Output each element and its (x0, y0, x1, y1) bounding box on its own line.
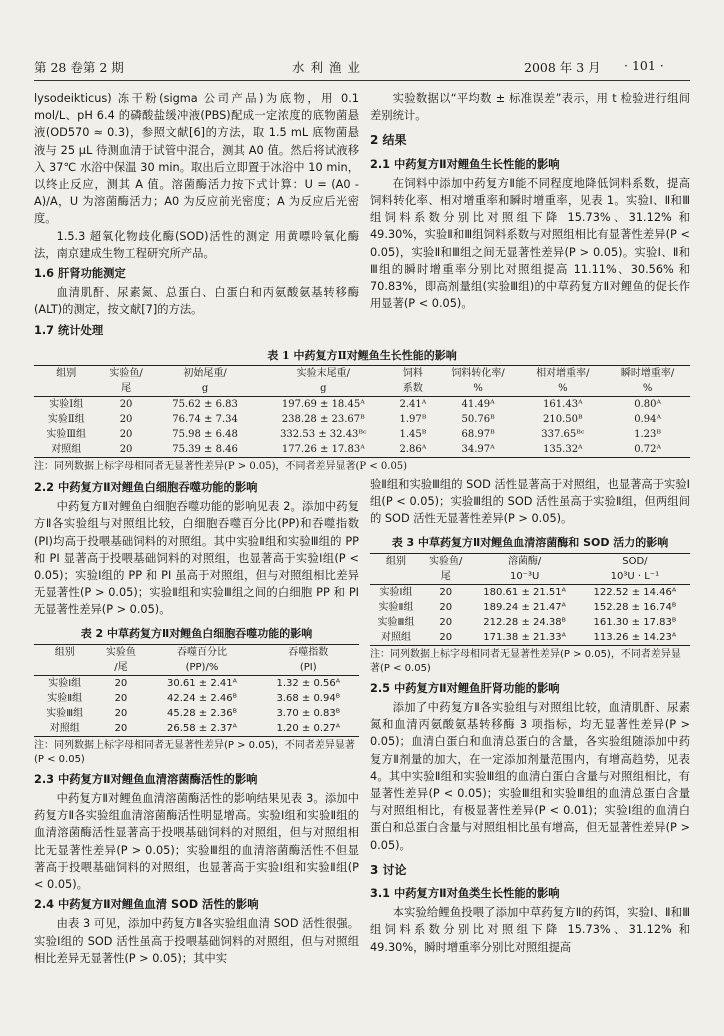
table-header: % (605, 381, 690, 397)
table-header: 实验鱼/ (422, 553, 470, 569)
table-cell: 161.43ᴬ (543, 399, 583, 410)
table-cell: 332.53 ± 32.43ᴮᶜ (280, 429, 367, 440)
table-header: 初始尾重/ (154, 366, 257, 382)
heading-1-6: 1.6 肝肾功能测定 (34, 267, 126, 281)
heading-2-5: 2.5 中药复方Ⅱ对鲤鱼肝肾功能的影响 (370, 681, 560, 695)
table-cell: 212.28 ± 24.38ᴮ (483, 616, 566, 628)
table-header: g (154, 381, 257, 397)
table-1-body (34, 397, 690, 458)
table-header: 瞬时增重率/ (605, 366, 690, 382)
table-cell: 42.24 ± 2.46ᴮ (166, 692, 237, 704)
table-row (34, 721, 359, 737)
table-cell: 75.98 ± 6.48 (172, 429, 238, 440)
heading-2-4: 2.4 中药复方Ⅱ对鲤鱼血清 SOD 活性的影响 (34, 898, 259, 912)
table-cell: 152.28 ± 16.74ᴮ (593, 601, 677, 613)
heading-3: 3 讨论 (370, 862, 407, 877)
table-header (34, 660, 95, 676)
table-cell: 238.28 ± 23.67ᴮ (281, 414, 365, 425)
left-column-top (34, 90, 359, 341)
table-1-caption: 表 1 中药复方Ⅱ对鲤鱼生长性能的影响 (267, 349, 457, 362)
table-cell: 75.62 ± 6.83 (172, 399, 238, 410)
table-cell: 177.26 ± 17.83ᴬ (257, 442, 391, 458)
table-2-body (34, 675, 359, 736)
table-cell: 1.45ᴮ (399, 429, 427, 440)
table-cell: 20 (114, 677, 128, 689)
table-row (34, 427, 690, 442)
table-header: 实验末尾重/ (257, 366, 391, 382)
table-cell: 20 (95, 721, 146, 737)
table-header: 吞噬指数 (257, 644, 359, 660)
table-header: 组别 (370, 553, 422, 569)
table-cell: 76.74 ± 7.34 (172, 414, 238, 425)
table-header: /尾 (95, 660, 146, 676)
table-row (34, 412, 690, 427)
table-header: % (520, 381, 605, 397)
table-3-body (370, 584, 690, 645)
table-cell: 45.28 ± 2.36ᴮ (166, 707, 237, 719)
table-2 (34, 644, 359, 737)
table-3 (370, 553, 690, 646)
section-1-5-3: 1.5.3 超氧化物歧化酶(SOD)活性的测定 用黄嘌呤氧化酶法，南京建成生物工程研究所产品。 (34, 229, 359, 260)
paragraph: 实验数据以“平均数 ± 标准误差”表示，用 t 检验进行组间差别统计。 (370, 92, 690, 123)
table-3-note: 注：同列数据上标字母相同者无显著性差异(P > 0.05)，不同者差异显著(P < 0.05) (370, 648, 681, 674)
table-cell: 20 (439, 601, 453, 613)
table-header: 饲料转化率/ (436, 366, 521, 382)
table-header: g (257, 381, 391, 397)
table-3-caption: 表 3 中草药复方Ⅱ对鲤鱼血清溶菌酶和 SOD 活力的影响 (391, 535, 669, 549)
table-cell: 1.23ᴮ (634, 429, 662, 440)
table-cell: 1.32 ± 0.56ᴬ (276, 677, 341, 689)
table-cell: 实验Ⅲ组 (46, 429, 87, 440)
table-cell: 20 (119, 414, 133, 425)
table-cell: 2.86ᴬ (390, 442, 436, 458)
table-cell: 20 (114, 707, 128, 719)
table-cell: 210.50ᴮ (543, 414, 583, 425)
paragraph: 验Ⅱ组和实验Ⅲ组的 SOD 活性显著高于对照组，也显著高于实验Ⅰ组(P < 0.05)；实验Ⅲ组的 SOD 活性虽高于实验Ⅱ组，但两组间的 SOD 活性无显著性差异(P > 0.05)。 (370, 478, 690, 526)
table-cell: 1.97ᴮ (399, 414, 427, 425)
table-cell: 20 (119, 399, 133, 410)
table-cell: 34.97ᴬ (436, 442, 521, 458)
heading-2: 2 结果 (370, 133, 407, 148)
table-cell: 30.61 ± 2.41ᴬ (167, 677, 237, 689)
header-rule (34, 80, 690, 81)
paragraph: 血清肌酐、尿素氮、总蛋白、白蛋白和丙氨酸氨基转移酶(ALT)的测定，按文献[7]的方法。 (34, 286, 359, 317)
table-row (34, 397, 690, 413)
table-cell: 171.38 ± 21.33ᴬ (470, 630, 580, 646)
table-row (370, 600, 690, 615)
table-cell: 135.32ᴬ (520, 442, 605, 458)
table-cell: 26.58 ± 2.37ᴬ (146, 721, 257, 737)
table-cell: 161.30 ± 17.83ᴮ (593, 616, 677, 628)
table-1-note: 注：同列数据上标字母相同者无显著性差异(P > 0.05)，不同者差异显著(P < 0.05) (34, 461, 408, 472)
table-cell: 3.70 ± 0.83ᴮ (276, 707, 341, 719)
table-cell: 实验Ⅱ组 (378, 601, 414, 613)
table-cell: 113.26 ± 14.23ᴬ (580, 630, 690, 646)
table-header: 饲料 (390, 366, 436, 382)
table-cell: 实验Ⅰ组 (379, 586, 413, 598)
table-cell: 实验Ⅱ组 (47, 692, 83, 704)
table-cell: 75.39 ± 8.46 (154, 442, 257, 458)
table-header (370, 569, 422, 585)
table-cell: 68.97ᴮ (461, 429, 495, 440)
table-cell: 3.68 ± 0.94ᴮ (276, 692, 341, 704)
table-header: 溶菌酶/ (470, 553, 580, 569)
paragraph: 添加了中药复方Ⅱ各实验组与对照组比较，血清肌酐、尿素氮和血清丙氨酸氨基转移酶 3 项指标，均无显著性差异(P > 0.05)；血清白蛋白和血清总蛋白的含量，各实验组随添加中药复方Ⅱ剂量的加大，在一定添加剂量范围内，有增高趋势，见表 4。其中实验Ⅱ组和实验Ⅲ组的血清白蛋白含量与对照组相比，有显著性差异(P < 0.05)；实验Ⅲ组和实验Ⅲ组的血清总蛋白含量与对照组相比，有极显著性差异(P < 0.01)；实验Ⅰ组的血清白蛋白和总蛋白含量与对照组相比虽有增高，但无显著性差异(P > 0.05)。 (370, 701, 690, 852)
paragraph: 本实验给鲤鱼投喂了添加中草药复方Ⅱ的药饵，实验Ⅰ、Ⅱ和Ⅲ组饲料系数分别比对照组下降 15.73%、31.12% 和 49.30%，瞬时增重率分别比对照组提高 (370, 906, 690, 954)
table-header: 相对增重率/ (520, 366, 605, 382)
table-cell: 实验Ⅰ组 (49, 399, 84, 410)
table-header: (PI) (257, 660, 359, 676)
table-2-note: 注：同列数据上标字母相同者无显著性差异(P > 0.05)，不同者差异显著(P < 0.05) (34, 739, 355, 765)
table-header: 组别 (34, 366, 98, 382)
table-cell: 实验Ⅲ组 (46, 707, 84, 719)
table-cell: 对照组 (34, 442, 98, 458)
table-header: 10³U · L⁻¹ (580, 569, 690, 585)
table-header: 组别 (34, 644, 95, 660)
table-cell: 0.80ᴬ (634, 399, 661, 410)
table-cell: 197.69 ± 18.45ᴬ (281, 399, 365, 410)
table-cell: 41.49ᴬ (461, 399, 495, 410)
table-cell: 20 (439, 616, 453, 628)
table-row (34, 442, 690, 458)
heading-2-1: 2.1 中药复方Ⅱ对鲤鱼生长性能的影响 (370, 157, 560, 171)
table-header: 实验鱼 (95, 644, 146, 660)
heading-1-7: 1.7 统计处理 (34, 323, 104, 337)
table-header: 10⁻³U (470, 569, 580, 585)
table-row (370, 630, 690, 646)
table-cell: 20 (439, 586, 453, 598)
table-row (34, 691, 359, 706)
table-cell: 180.61 ± 21.51ᴬ (483, 586, 566, 598)
journal-name: 水 利 渔 业 (292, 60, 361, 75)
table-cell: 20 (422, 630, 470, 646)
table-cell: 0.94ᴬ (634, 414, 661, 425)
issue-date: 2008 年 3 月 (524, 60, 601, 75)
heading-2-3: 2.3 中药复方Ⅱ对鲤鱼血清溶菌酶活性的影响 (34, 772, 258, 786)
table-row (34, 706, 359, 721)
table-cell: 2.41ᴬ (399, 399, 427, 410)
table-header (34, 381, 98, 397)
table-cell: 实验Ⅰ组 (48, 677, 82, 689)
table-header: % (436, 381, 521, 397)
table-row (34, 675, 359, 691)
table-header: (PP)/% (146, 660, 257, 676)
paragraph: 中药复方Ⅱ对鲤鱼血清溶菌酶活性的影响结果见表 3。添加中药复方Ⅱ各实验组血清溶菌酶活性明显增高。实验Ⅰ组和实验Ⅱ组的血清溶菌酶活性显著高于投喂基础饲料的对照组，但与对照组相比无显著性差异(P > 0.05)；实验Ⅲ组的血清溶菌酶活性不但显著高于投喂基础饲料的对照组，也显著高于实验Ⅰ组和实验Ⅱ组(P < 0.05)。 (34, 792, 359, 892)
table-1 (34, 365, 690, 458)
table-cell: 20 (114, 692, 128, 704)
table-2-caption: 表 2 中草药复方Ⅱ对鲤鱼白细胞吞噬功能的影响 (80, 626, 313, 640)
table-cell: 189.24 ± 21.47ᴬ (483, 601, 566, 613)
table-cell: 20 (98, 442, 153, 458)
table-row (370, 615, 690, 630)
table-row (370, 584, 690, 600)
table-1-block (34, 341, 690, 478)
table-cell: 20 (119, 429, 133, 440)
table-cell: 337.65ᴮᶜ (541, 429, 585, 440)
paragraph: 中药复方Ⅱ对鲤鱼白细胞吞噬功能的影响见表 2。添加中药复方Ⅱ各实验组与对照组比较，白细胞吞噬百分比(PP)和吞噬指数(PI)均高于投喂基础饲料的对照组。其中实验Ⅱ组和实验Ⅲ组的 PP 和 PI 显著高于投喂基础饲料的对照组，也显著高于实验Ⅰ组(P < 0.05)；实验Ⅰ组的 PP 和 PI 虽高于对照组，但与对照组相比差异无显著性(P > 0.05)；实验Ⅱ组和实验Ⅲ组之间的白细胞 PP 和 PI 无显著性差异(P > 0.05)。 (34, 500, 359, 617)
table-header: 吞噬百分比 (146, 644, 257, 660)
table-header: 尾 (422, 569, 470, 585)
table-cell: 122.52 ± 14.46ᴬ (593, 586, 677, 598)
table-cell: 对照组 (370, 630, 422, 646)
paragraph: 由表 3 可见，添加中药复方Ⅱ各实验组血清 SOD 活性很强。实验Ⅰ组的 SOD 活性虽高于投喂基础饲料的对照组，但与对照组相比差异无显著性(P > 0.05)；其中实 (34, 917, 359, 965)
heading-3-1: 3.1 中药复方Ⅱ对鱼类生长性能的影响 (370, 887, 560, 901)
table-cell: 1.20 ± 0.27ᴬ (257, 721, 359, 737)
table-cell: 实验Ⅱ组 (47, 414, 85, 425)
right-column-top (370, 90, 690, 312)
running-header (34, 58, 690, 76)
table-cell: 实验Ⅲ组 (377, 616, 415, 628)
table-header: SOD/ (580, 553, 690, 569)
table-cell: 对照组 (34, 721, 95, 737)
paragraph: 在饲料中添加中药复方Ⅱ能不同程度地降低饲料系数，提高饲料转化率、相对增重率和瞬时增重率，见表 1。实验Ⅰ、Ⅱ和Ⅲ组饲料系数分别比对照组下降 15.73%、31.12% 和 49.30%，实验Ⅱ和Ⅲ组饲料系数与对照组相比有显著性差异(P < 0.05)，实验Ⅱ和Ⅲ组之间无显著性差异(P > 0.05)。实验Ⅰ、Ⅱ和Ⅲ组的瞬时增重率分别比对照组提高 11.11%、30.56% 和 70.83%，即高剂量组(实验Ⅲ组)的中草药复方Ⅱ对鲤鱼的促长作用显著(P < 0.05)。 (370, 176, 690, 311)
page-number: · 101 · (624, 58, 664, 73)
table-cell: 50.76ᴮ (461, 414, 495, 425)
table-header: 实验鱼/ (98, 366, 153, 382)
left-column-lower (34, 476, 359, 967)
heading-2-2: 2.2 中药复方Ⅱ对鲤鱼白细胞吞噬功能的影响 (34, 481, 258, 494)
table-header: 尾 (98, 381, 153, 397)
table-header: 系数 (390, 381, 436, 397)
table-cell: 0.72ᴬ (605, 442, 690, 458)
right-column-lower (370, 476, 690, 956)
paragraph: lysodeikticus) 冻干粉(sigma 公司产品)为底物，用 0.1 mol/L、pH 6.4 的磷酸盐缓冲液(PBS)配成一定浓度的底物菌悬液(OD570 ≈ 0.3)，参照文献[6]的方法，取 1.5 mL 底物菌悬液与 25 μL 待测血清于试管中混合，测其 A0 值。然后将试液移入 37℃ 水浴中保温 30 min。取出后立即置于冰浴中 10 min，以终止反应，测其 A 值。溶菌酶活力按下式计算：U = (A0 - A)/A，U 为溶菌酶活力；A0 为反应前光密度；A 为反应后光密度。 (34, 92, 359, 226)
volume-issue: 第 28 卷第 2 期 (34, 60, 124, 75)
